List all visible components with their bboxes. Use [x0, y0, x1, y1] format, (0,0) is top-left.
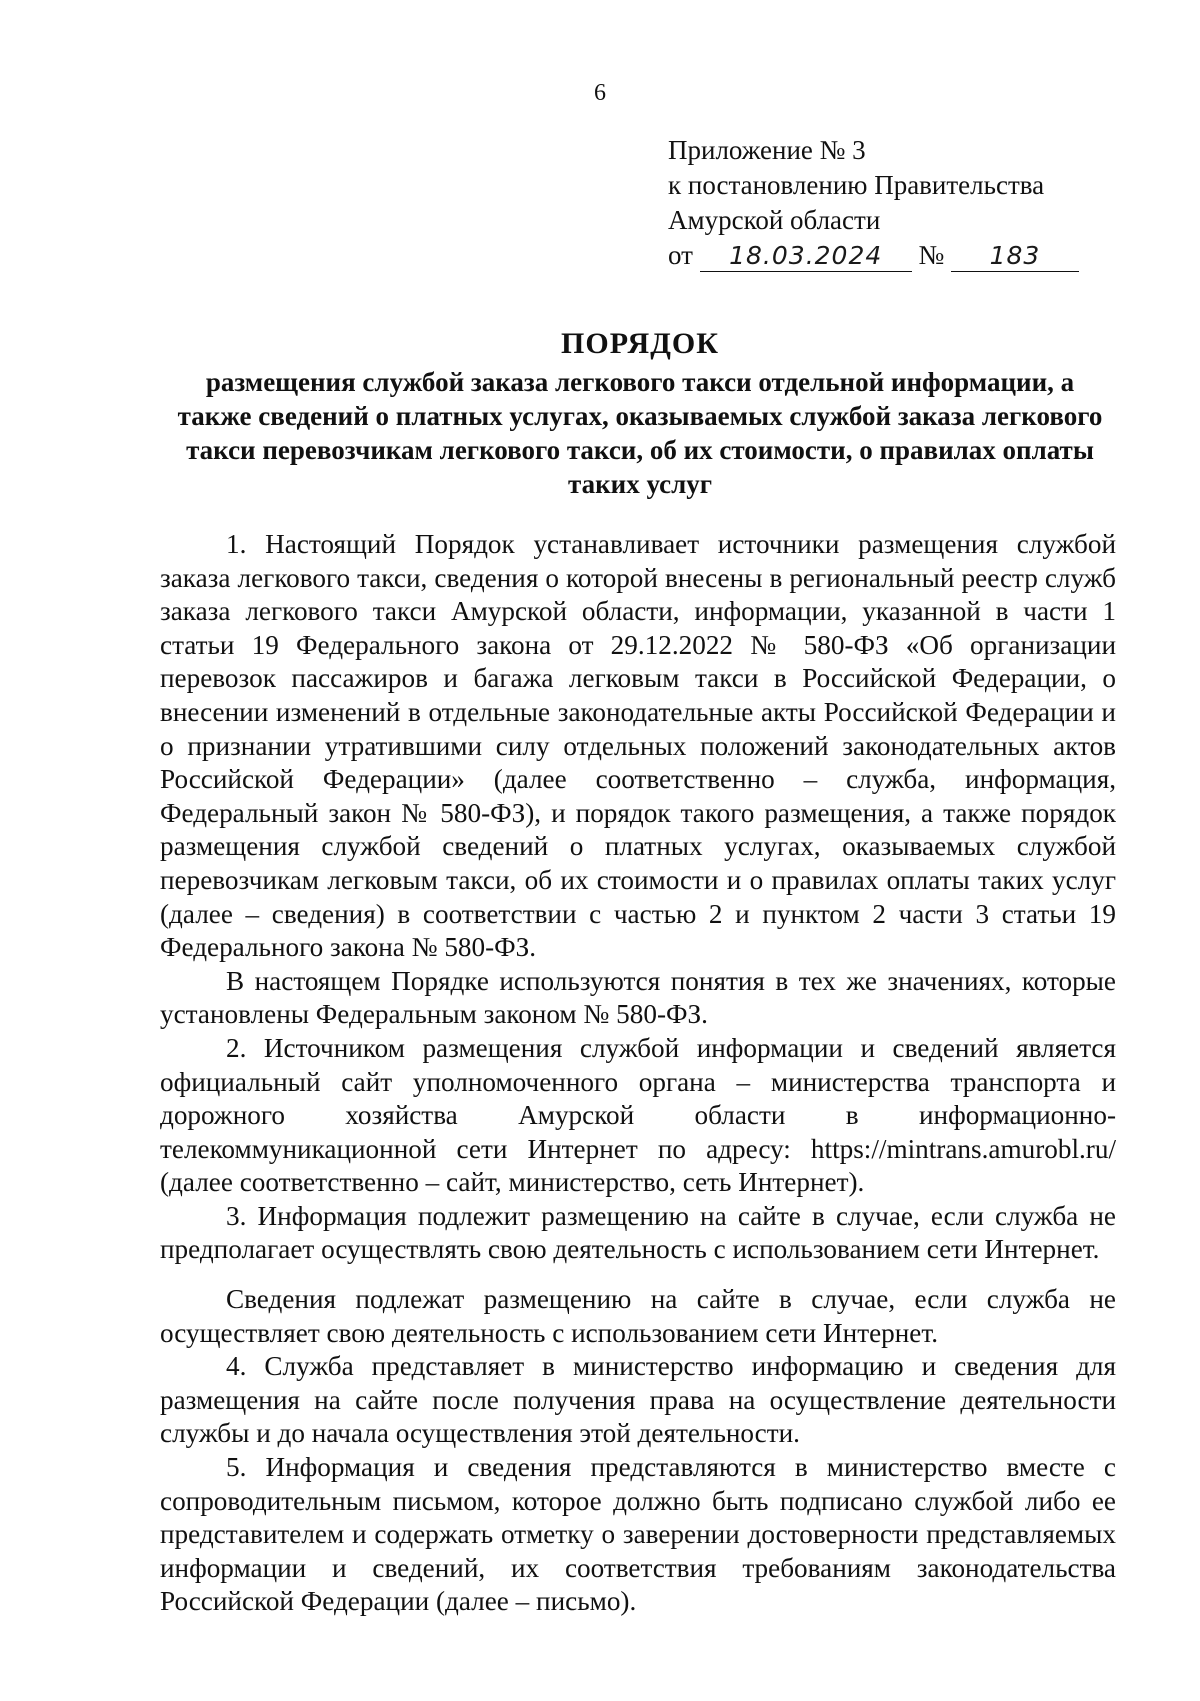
appendix-region: Амурской области: [668, 205, 881, 235]
paragraph-2: 2. Источником размещения службой информации и сведений является официальный сайт уполномоченного органа – министерства транспорта и дорожного хозяйства Амурской области в информационно-телекоммуникационной сети Интернет по адресу: https://mintrans.amurobl.ru/ (далее соответственно – сайт, министерство, сеть Интернет).: [160, 1032, 1116, 1198]
page-number: 6: [594, 80, 606, 106]
paragraph-3: 3. Информация подлежит размещению на сайте в случае, если служба не предполагает осуществлять свою деятельность с использованием сети Интернет.: [160, 1200, 1116, 1265]
appendix-header: [668, 133, 1148, 273]
paragraph-4: 4. Служба представляет в министерство информацию и сведения для размещения на сайте после получения права на осуществление деятельности службы и до начала осуществления этой деятельности.: [160, 1351, 1116, 1449]
from-label: от: [668, 240, 693, 270]
paragraph-1-definitions: В настоящем Порядке используются понятия в тех же значениях, которые установлены Федеральным законом № 580-ФЗ.: [160, 965, 1116, 1030]
document-heading: [160, 325, 1120, 501]
document-body: [160, 528, 1116, 1619]
number-label: №: [918, 240, 945, 270]
appendix-date-line: [668, 238, 1148, 273]
appendix-reference: к постановлению Правительства: [668, 170, 1045, 200]
paragraph-1: 1. Настоящий Порядок устанавливает источники размещения службой заказа легкового такси, сведения о которой внесены в региональный реестр служб заказа легкового такси Амурской области, информации, указанной в части 1 статьи 19 Федерального закона от 29.12.2022 № 580-ФЗ «Об организации перевозок пассажиров и багажа легковым такси в Российской Федерации, о внесении изменений в отдельные законодательные акты Российской Федерации и о признании утратившими силу отдельных положений законодательных актов Российской Федерации» (далее соответственно – служба, информация, Федеральный закон № 580-ФЗ), и порядок такого размещения, а также порядок размещения службой сведений о платных услугах, оказываемых службой перевозчикам легковым такси, об их стоимости и о правилах оплаты таких услуг (далее – сведения) в соответствии с частью 2 и пунктом 2 части 3 статьи 19 Федерального закона № 580-ФЗ.: [160, 529, 1116, 963]
paragraph-5: 5. Информация и сведения представляются в министерство вместе с сопроводительным письмом, которое должно быть подписано службой либо ее представителем и содержать отметку о заверении достоверности представляемых информации и сведений, их соответствия требованиям законодательства Российской Федерации (далее – письмо).: [160, 1452, 1116, 1617]
handwritten-number: 183: [951, 241, 1079, 272]
document-subtitle: размещения службой заказа легкового такси отдельной информации, а также сведений о платных услугах, оказываемых службой заказа легкового такси перевозчикам легкового такси, об их стоимости, о правилах оплаты таких услуг: [177, 367, 1103, 499]
appendix-number: Приложение № 3: [668, 135, 866, 165]
document-title: ПОРЯДОК: [561, 327, 719, 360]
handwritten-date: 18.03.2024: [700, 241, 912, 272]
paragraph-3-continued: Сведения подлежат размещению на сайте в случае, если служба не осуществляет свою деятельность с использованием сети Интернет.: [160, 1284, 1116, 1348]
